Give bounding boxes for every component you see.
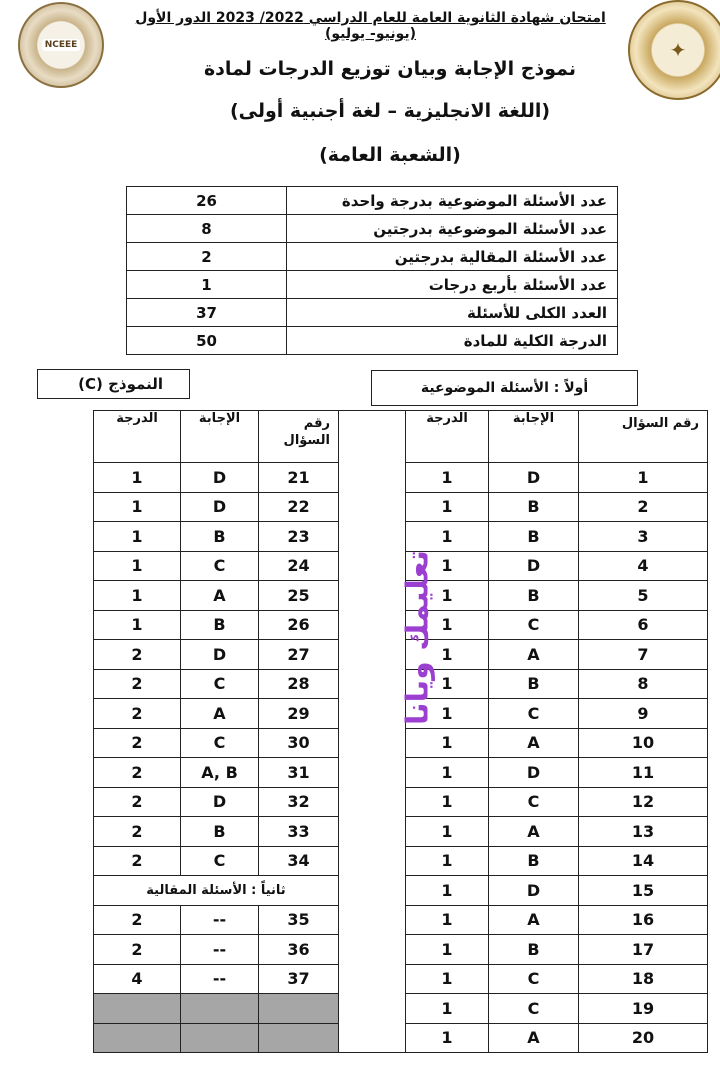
question-number-cell: 8 <box>579 669 708 699</box>
answer-cell: B <box>489 581 579 611</box>
grade-cell: 1 <box>94 551 181 581</box>
summary-label: الدرجة الكلية للمادة <box>287 327 618 355</box>
question-number-cell: 36 <box>259 935 339 965</box>
answer-cell: A <box>181 581 259 611</box>
answer-cell: B <box>181 817 259 847</box>
question-number-cell: 5 <box>579 581 708 611</box>
left-number-header <box>259 411 339 463</box>
answer-cell: -- <box>181 935 259 965</box>
empty-cell <box>94 994 181 1024</box>
answer-cell: C <box>489 699 579 729</box>
question-number-cell: 11 <box>579 758 708 788</box>
summary-label: العدد الكلى للأسئلة <box>287 299 618 327</box>
grade-cell: 1 <box>406 610 489 640</box>
summary-label: عدد الأسئلة الموضوعية بدرجتين <box>287 215 618 243</box>
question-number-cell: 6 <box>579 610 708 640</box>
grade-cell: 2 <box>94 728 181 758</box>
division-title: (الشعبة العامة) <box>319 144 461 166</box>
summary-row <box>127 243 618 271</box>
grade-cell: 1 <box>94 522 181 552</box>
question-number-cell: 15 <box>579 876 708 906</box>
grade-cell: 1 <box>406 581 489 611</box>
question-number-cell: 4 <box>579 551 708 581</box>
grade-cell: 1 <box>406 463 489 493</box>
answer-cell: D <box>489 551 579 581</box>
answer-cell: A <box>489 905 579 935</box>
question-number-cell: 22 <box>259 492 339 522</box>
answer-cell: -- <box>181 905 259 935</box>
question-number-cell: 17 <box>579 935 708 965</box>
grade-cell: 1 <box>406 492 489 522</box>
grade-cell: 1 <box>94 610 181 640</box>
question-number-cell: 10 <box>579 728 708 758</box>
answer-cell: A <box>489 1023 579 1053</box>
middle-spacer-column <box>339 411 406 1053</box>
grade-cell: 1 <box>406 905 489 935</box>
answer-cell: D <box>489 463 579 493</box>
grade-cell: 1 <box>406 640 489 670</box>
grade-cell: 1 <box>406 699 489 729</box>
question-number-header: رقم السؤال <box>283 416 330 448</box>
summary-value: 1 <box>127 271 287 299</box>
grade-cell: 1 <box>94 492 181 522</box>
left-grade-header: الدرجة <box>94 411 181 463</box>
answer-cell: C <box>181 846 259 876</box>
summary-label: عدد الأسئلة بأربع درجات <box>287 271 618 299</box>
answer-cell: A <box>181 699 259 729</box>
answer-cell: D <box>181 787 259 817</box>
grade-cell: 1 <box>406 964 489 994</box>
question-number-cell: 31 <box>259 758 339 788</box>
answer-cell: D <box>181 492 259 522</box>
grade-cell: 2 <box>94 787 181 817</box>
model-label: النموذج (C) <box>78 375 163 393</box>
grade-cell: 2 <box>94 817 181 847</box>
summary-row <box>127 299 618 327</box>
question-number-cell: 18 <box>579 964 708 994</box>
answer-cell: D <box>181 463 259 493</box>
summary-value: 8 <box>127 215 287 243</box>
question-number-cell: 32 <box>259 787 339 817</box>
summary-row <box>127 187 618 215</box>
left-answer-header: الإجابة <box>181 411 259 463</box>
answer-cell: -- <box>181 964 259 994</box>
answer-cell: B <box>489 669 579 699</box>
grade-cell: 1 <box>406 787 489 817</box>
answer-cell: C <box>489 994 579 1024</box>
question-number-cell: 13 <box>579 817 708 847</box>
section-essay-label: ثانياً : الأسئلة المقالية <box>94 876 339 906</box>
grade-cell: 1 <box>406 817 489 847</box>
table-header-row <box>94 411 708 463</box>
subject-title: (اللغة الانجليزية – لغة أجنبية أولى) <box>229 100 551 122</box>
answer-cell: D <box>489 758 579 788</box>
grade-cell: 2 <box>94 935 181 965</box>
grade-cell: 1 <box>406 846 489 876</box>
grade-cell: 2 <box>94 905 181 935</box>
summary-value: 2 <box>127 243 287 271</box>
grade-cell: 1 <box>406 551 489 581</box>
question-number-cell: 14 <box>579 846 708 876</box>
question-number-cell: 30 <box>259 728 339 758</box>
question-number-cell: 29 <box>259 699 339 729</box>
right-grade-header: الدرجة <box>406 411 489 463</box>
grade-cell: 1 <box>406 935 489 965</box>
summary-row <box>127 271 618 299</box>
grade-cell: 4 <box>94 964 181 994</box>
grade-cell: 1 <box>406 1023 489 1053</box>
question-number-cell: 37 <box>259 964 339 994</box>
grade-cell: 1 <box>94 463 181 493</box>
answer-cell: C <box>489 964 579 994</box>
question-number-cell: 24 <box>259 551 339 581</box>
answer-cell: A, B <box>181 758 259 788</box>
grade-cell: 2 <box>94 669 181 699</box>
answer-cell: B <box>181 522 259 552</box>
answer-cell: D <box>489 876 579 906</box>
document-title: نموذج الإجابة وبيان توزيع الدرجات لمادة <box>203 58 577 80</box>
grade-cell: 2 <box>94 699 181 729</box>
grade-cell: 2 <box>94 846 181 876</box>
grade-cell: 2 <box>94 758 181 788</box>
summary-row <box>127 215 618 243</box>
model-label-box <box>37 369 190 399</box>
right-number-header <box>579 411 708 463</box>
summary-label: عدد الأسئلة الموضوعية بدرجة واحدة <box>287 187 618 215</box>
answer-cell: B <box>489 935 579 965</box>
question-number-cell: 26 <box>259 610 339 640</box>
question-number-cell: 19 <box>579 994 708 1024</box>
empty-cell <box>259 1023 339 1053</box>
question-number-cell: 9 <box>579 699 708 729</box>
question-number-cell: 12 <box>579 787 708 817</box>
answer-cell: C <box>489 610 579 640</box>
summary-value: 37 <box>127 299 287 327</box>
empty-cell <box>259 994 339 1024</box>
answer-cell: C <box>181 551 259 581</box>
question-number-cell: 3 <box>579 522 708 552</box>
section-objective-label: أولاً : الأسئلة الموضوعية <box>420 380 589 396</box>
answer-cell: B <box>181 610 259 640</box>
summary-label: عدد الأسئلة المقالية بدرجتين <box>287 243 618 271</box>
question-number-cell: 28 <box>259 669 339 699</box>
grade-cell: 1 <box>406 758 489 788</box>
empty-cell <box>94 1023 181 1053</box>
answer-cell: C <box>181 728 259 758</box>
exam-header-line: امتحان شهادة الثانوية العامة للعام الدراسي 2022/ 2023 الدور الأول (يونيو- يوليو) <box>135 10 606 42</box>
question-number-cell: 34 <box>259 846 339 876</box>
grade-cell: 1 <box>406 876 489 906</box>
grade-cell: 1 <box>406 669 489 699</box>
answer-cell: C <box>181 669 259 699</box>
empty-cell <box>181 994 259 1024</box>
grade-cell: 1 <box>406 728 489 758</box>
question-number-cell: 1 <box>579 463 708 493</box>
summary-table <box>126 186 618 355</box>
question-number-cell: 35 <box>259 905 339 935</box>
answer-cell: B <box>489 492 579 522</box>
answer-cell: B <box>489 846 579 876</box>
ministry-logo: ✦ <box>628 0 720 100</box>
empty-cell <box>181 1023 259 1053</box>
grade-cell: 1 <box>94 581 181 611</box>
question-number-cell: 23 <box>259 522 339 552</box>
right-answer-header: الإجابة <box>489 411 579 463</box>
answer-cell: B <box>489 522 579 552</box>
answer-cell: C <box>489 787 579 817</box>
grade-cell: 2 <box>94 640 181 670</box>
answer-cell: D <box>181 640 259 670</box>
grade-cell: 1 <box>406 522 489 552</box>
question-number-cell: 20 <box>579 1023 708 1053</box>
question-number-cell: 33 <box>259 817 339 847</box>
summary-value: 50 <box>127 327 287 355</box>
question-number-cell: 16 <box>579 905 708 935</box>
question-number-cell: 27 <box>259 640 339 670</box>
answer-cell: A <box>489 817 579 847</box>
summary-row <box>127 327 618 355</box>
answer-cell: A <box>489 640 579 670</box>
grade-cell: 1 <box>406 994 489 1024</box>
summary-value: 26 <box>127 187 287 215</box>
section-objective-box <box>371 370 638 406</box>
question-number-header: رقم السؤال <box>621 416 699 431</box>
question-number-cell: 7 <box>579 640 708 670</box>
watermark-text: تعليمك ويانا <box>400 550 436 725</box>
question-number-cell: 21 <box>259 463 339 493</box>
question-number-cell: 2 <box>579 492 708 522</box>
answer-cell: A <box>489 728 579 758</box>
nceee-logo: NCEEE <box>18 2 104 88</box>
question-number-cell: 25 <box>259 581 339 611</box>
